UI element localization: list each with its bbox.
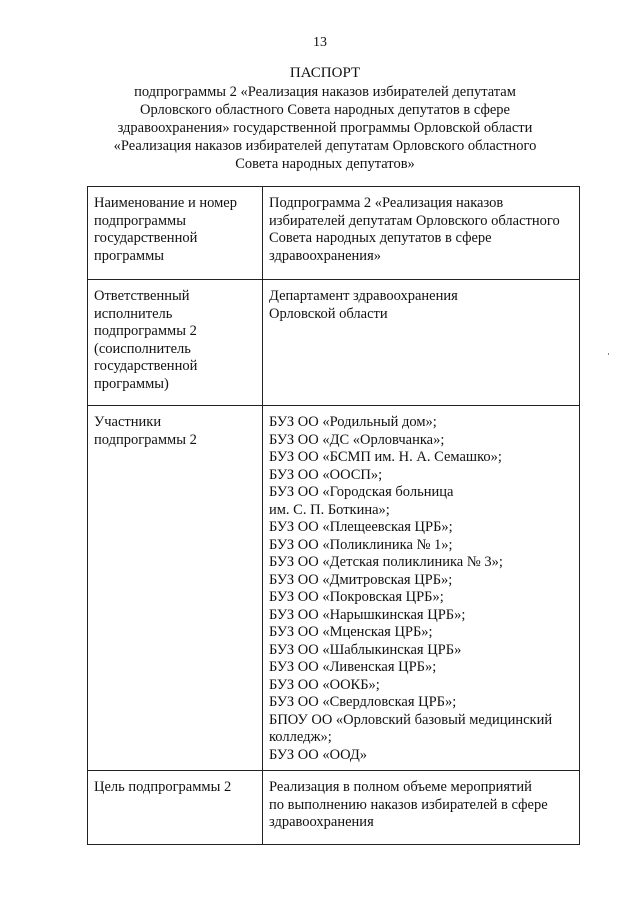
participant-item: БУЗ ОО «ООСП»; (269, 466, 383, 483)
value-line: Реализация в полном объеме мероприятий (269, 779, 532, 795)
participant-item: БПОУ ОО «Орловский базовый медицинский (269, 711, 553, 728)
value-line: Департамент здравоохранения (269, 288, 458, 304)
table-row (88, 771, 580, 845)
participant-item: БУЗ ОО «Городская больница (269, 484, 454, 500)
row-label-cell (88, 280, 263, 406)
label-line: подпрограммы 2 (94, 323, 197, 339)
title-line: здравоохранения» государственной программы Орловской области (117, 120, 533, 136)
participant-item: колледж»; (269, 729, 332, 745)
label-line: государственной (94, 230, 198, 246)
participant-item: БУЗ ОО «Поликлиника № 1»; (269, 536, 453, 553)
participant-item: БУЗ ОО «Дмитровская ЦРБ»; (269, 571, 453, 588)
participant-item: БУЗ ОО «Родильный дом»; (269, 414, 437, 430)
value-line: избирателей депутатам Орловского областного (269, 212, 560, 229)
table-row (88, 280, 580, 406)
scan-mark (608, 353, 609, 355)
label-line: программы) (94, 375, 169, 392)
title-line: Орловского областного Совета народных депутатов в сфере (139, 102, 510, 118)
row-label-cell (88, 771, 263, 845)
participant-item: БУЗ ОО «Покровская ЦРБ»; (269, 589, 444, 605)
row-value-cell (263, 406, 580, 771)
document-title-block (70, 64, 580, 173)
title-line: «Реализация наказов избирателей депутатам Орловского областного (113, 138, 537, 154)
label-line: государственной (94, 358, 198, 374)
row-value-cell (263, 771, 580, 845)
participant-item: БУЗ ОО «ДС «Орловчанка»; (269, 431, 445, 448)
row-label-cell (88, 187, 263, 280)
participant-item: БУЗ ОО «БСМП им. Н. А. Семашко»; (269, 449, 502, 465)
title-line: Совета народных депутатов» (235, 156, 415, 172)
value-line: по выполнению наказов избирателей в сфере (269, 796, 548, 813)
row-label-cell (88, 406, 263, 771)
value-line: Орловской области (269, 305, 388, 322)
label-line: исполнитель (94, 305, 173, 322)
table-row (88, 406, 580, 771)
value-line: Совета народных депутатов в сфере (269, 230, 492, 246)
table-row (88, 187, 580, 280)
label-line: Участники (94, 414, 162, 430)
label-line: программы (94, 247, 164, 264)
value-line: здравоохранения» (269, 247, 381, 264)
label-line: Ответственный (94, 288, 190, 304)
passport-table (87, 186, 580, 845)
row-value-cell (263, 280, 580, 406)
value-line: Подпрограмма 2 «Реализация наказов (269, 195, 504, 211)
participant-item: БУЗ ОО «Свердловская ЦРБ»; (269, 694, 457, 710)
label-line: Цель подпрограммы 2 (94, 779, 232, 795)
label-line: Наименование и номер (94, 195, 237, 211)
title-line: подпрограммы 2 «Реализация наказов избирателей депутатам (134, 84, 516, 100)
participant-item: БУЗ ОО «Нарышкинская ЦРБ»; (269, 606, 466, 623)
label-line: подпрограммы 2 (94, 431, 197, 448)
row-value-cell (263, 187, 580, 280)
value-line: здравоохранения (269, 814, 374, 830)
participant-item: БУЗ ОО «Мценская ЦРБ»; (269, 624, 433, 640)
label-line: подпрограммы (94, 212, 186, 229)
participant-item: БУЗ ОО «ООКБ»; (269, 676, 380, 693)
participant-item: БУЗ ОО «Ливенская ЦРБ»; (269, 659, 437, 675)
participant-item: БУЗ ОО «Шаблыкинская ЦРБ» (269, 641, 462, 658)
participant-item: БУЗ ОО «Детская поликлиника № 3»; (269, 554, 503, 570)
participant-item: БУЗ ОО «Плещеевская ЦРБ»; (269, 519, 453, 535)
page-number: 13 (313, 35, 327, 50)
label-line: (соисполнитель (94, 340, 191, 357)
participant-item: им. С. П. Боткина»; (269, 501, 390, 518)
document-title: ПАСПОРТ (289, 65, 361, 81)
participant-item: БУЗ ОО «ООД» (269, 746, 367, 763)
